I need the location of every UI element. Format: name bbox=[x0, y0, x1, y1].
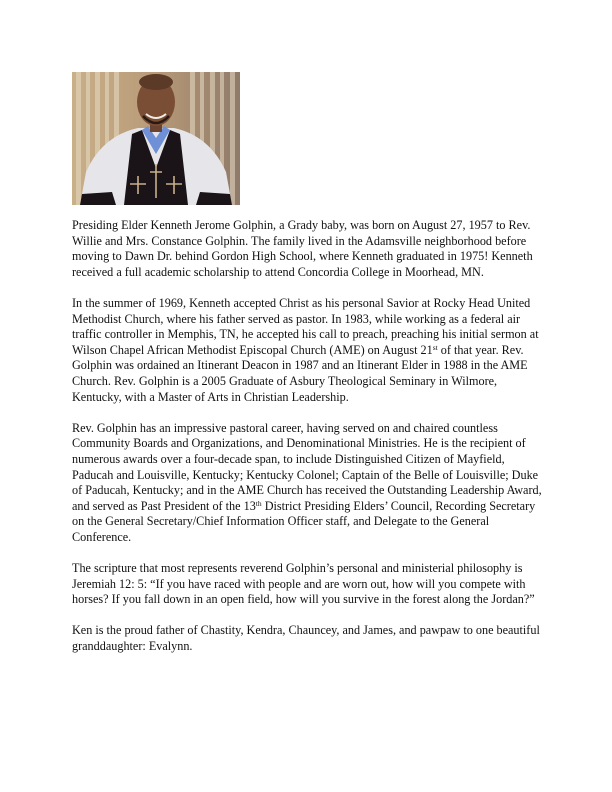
bio-text: District Presiding Elders’ Council, Recording Secretary on the General Secretary/Chief Information Officer staff, and Delegate to the General Conference. bbox=[72, 498, 536, 544]
ordinal-suffix: st bbox=[432, 342, 438, 352]
bio-paragraph-career bbox=[72, 421, 544, 546]
bio-paragraph-scripture bbox=[72, 561, 544, 608]
bio-paragraph-ministry bbox=[72, 296, 544, 405]
bio-paragraph-family bbox=[72, 623, 544, 654]
bio-text: Presiding Elder Kenneth Jerome Golphin, a Grady baby, was born on August 27, 1957 to Rev. Willie and Mrs. Constance Golphin. The family lived in the Adamsville neighborhood before moving to Dawn Dr. behind Gordon High School, where Kenneth graduated in 1975! Kenneth received a full academic scholarship to attend Concordia College in Moorhead, MN. bbox=[72, 218, 533, 279]
ordinal-suffix: th bbox=[255, 498, 262, 508]
bio-text: The scripture that most represents reverend Golphin’s personal and ministerial philosophy is Jeremiah 12: 5: “If you have raced with people and are worn out, how will you compete with horses? If you fall down in an open field, how will you survive in the forest along the Jordan?” bbox=[72, 561, 535, 607]
bio-text: of that year. Rev. Golphin was ordained an Itinerant Deacon in 1987 and an Itinerant Elder in 1988 in the AME Church. Rev. Golphin is a 2005 Graduate of Asbury Theological Seminary in Wilmore, Kentucky, with a Master of Arts in Christian Leadership. bbox=[72, 342, 528, 404]
biography bbox=[72, 218, 544, 670]
bio-text: Ken is the proud father of Chastity, Kendra, Chauncey, and James, and pawpaw to one beautiful granddaughter: Evalynn. bbox=[72, 623, 540, 654]
bio-text: In the summer of 1969, Kenneth accepted Christ as his personal Savior at Rocky Head United Methodist Church, where his father served as pastor. In 1983, while working as a federal air traffic controller in Memphis, TN, he accepted his call to preach, preaching his initial sermon at Wilson Chapel African Methodist Episcopal Church (AME) on August 21 bbox=[72, 295, 539, 357]
portrait-photo bbox=[72, 72, 240, 205]
bio-paragraph-birth bbox=[72, 218, 544, 280]
bio-text: Rev. Golphin has an impressive pastoral career, having served on and chaired countless Community Boards and Organizations, and Denominational Ministries. He is the recipient of numerous awards over a four-decade span, to include Distinguished Citizen of Mayfield, Paducah and Louisville, Kentucky; Kentucky Colonel; Captain of the Belle of Louisville; Duke of Paducah, Kentucky; and in the AME Church has received the Outstanding Leadership Award, and served as Past President of the 13 bbox=[72, 420, 542, 513]
